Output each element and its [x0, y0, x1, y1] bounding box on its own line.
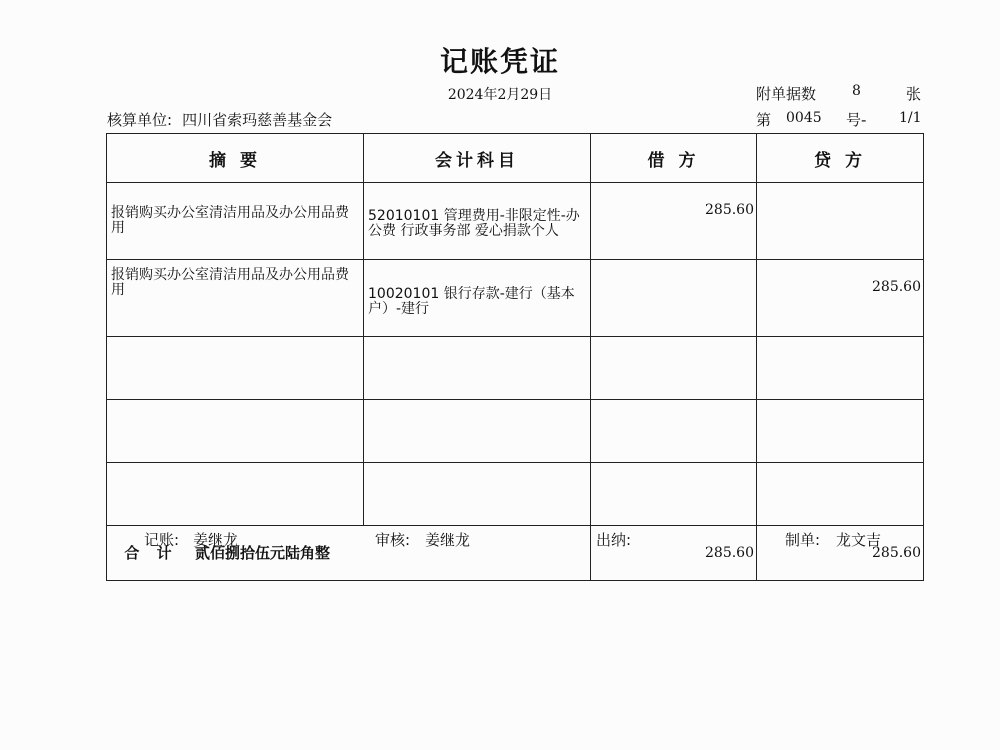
- total-amount-words: 贰佰捌拾伍元陆角整: [195, 543, 331, 562]
- cashier-label: 出纳:: [596, 531, 632, 549]
- bookkeeper-name: 姜继龙: [193, 531, 239, 549]
- voucher-number-prefix: 第: [756, 111, 772, 129]
- header-credit: 贷 方: [757, 134, 924, 183]
- voucher-number-suffix: 号-: [846, 111, 867, 129]
- row-credit: [757, 183, 924, 260]
- reviewer-label: 审核:: [375, 531, 411, 549]
- table-row: [107, 260, 924, 337]
- row-debit: 285.60: [591, 183, 757, 260]
- bookkeeper-label: 记账:: [144, 531, 180, 549]
- attachments-unit: 张: [906, 85, 922, 103]
- row-account: [364, 463, 591, 526]
- total-credit: 285.60: [757, 526, 924, 581]
- voucher-table: [106, 133, 924, 581]
- row-account: 52010101 管理费用-非限定性-办公费 行政事务部 爱心捐款个人: [364, 183, 591, 260]
- row-debit: [591, 260, 757, 337]
- accounting-unit: [107, 109, 332, 130]
- row-debit: [591, 337, 757, 400]
- row-account: [364, 400, 591, 463]
- voucher-number-value: 0045: [786, 110, 822, 126]
- header-summary: 摘 要: [107, 134, 364, 183]
- table-row: [107, 183, 924, 260]
- row-summary: [107, 400, 364, 463]
- row-debit: [591, 463, 757, 526]
- preparer-label: 制单:: [785, 531, 821, 549]
- table-row: [107, 337, 924, 400]
- reviewer-name: 姜继龙: [425, 531, 471, 549]
- attachments-label: 附单据数: [756, 85, 817, 103]
- attachments-number: 8: [852, 83, 861, 99]
- row-summary: 报销购买办公室清洁用品及办公用品费用: [107, 260, 364, 337]
- row-debit: [591, 400, 757, 463]
- accounting-unit-value: 四川省索玛慈善基金会: [182, 111, 333, 129]
- voucher-date: 2024年2月29日: [447, 87, 553, 103]
- total-debit: 285.60: [591, 526, 757, 581]
- row-credit: [757, 463, 924, 526]
- header-account: 会计科目: [364, 134, 591, 183]
- total-cell: [107, 526, 591, 581]
- preparer-name: 龙文吉: [836, 531, 882, 549]
- table-row: [107, 463, 924, 526]
- row-account: [364, 337, 591, 400]
- row-summary: [107, 337, 364, 400]
- table-row: [107, 400, 924, 463]
- row-account: 10020101 银行存款-建行（基本户）-建行: [364, 260, 591, 337]
- row-credit: 285.60: [757, 260, 924, 337]
- row-summary: 报销购买办公室清洁用品及办公用品费用: [107, 183, 364, 260]
- row-credit: [757, 337, 924, 400]
- total-label: 合 计: [124, 543, 178, 562]
- row-summary: [107, 463, 364, 526]
- table-header-row: [107, 134, 924, 183]
- accounting-unit-label: 核算单位:: [107, 111, 173, 129]
- voucher-page: 1/1: [899, 110, 922, 126]
- header-debit: 借 方: [591, 134, 757, 183]
- row-credit: [757, 400, 924, 463]
- voucher-title: 记账凭证: [439, 45, 560, 78]
